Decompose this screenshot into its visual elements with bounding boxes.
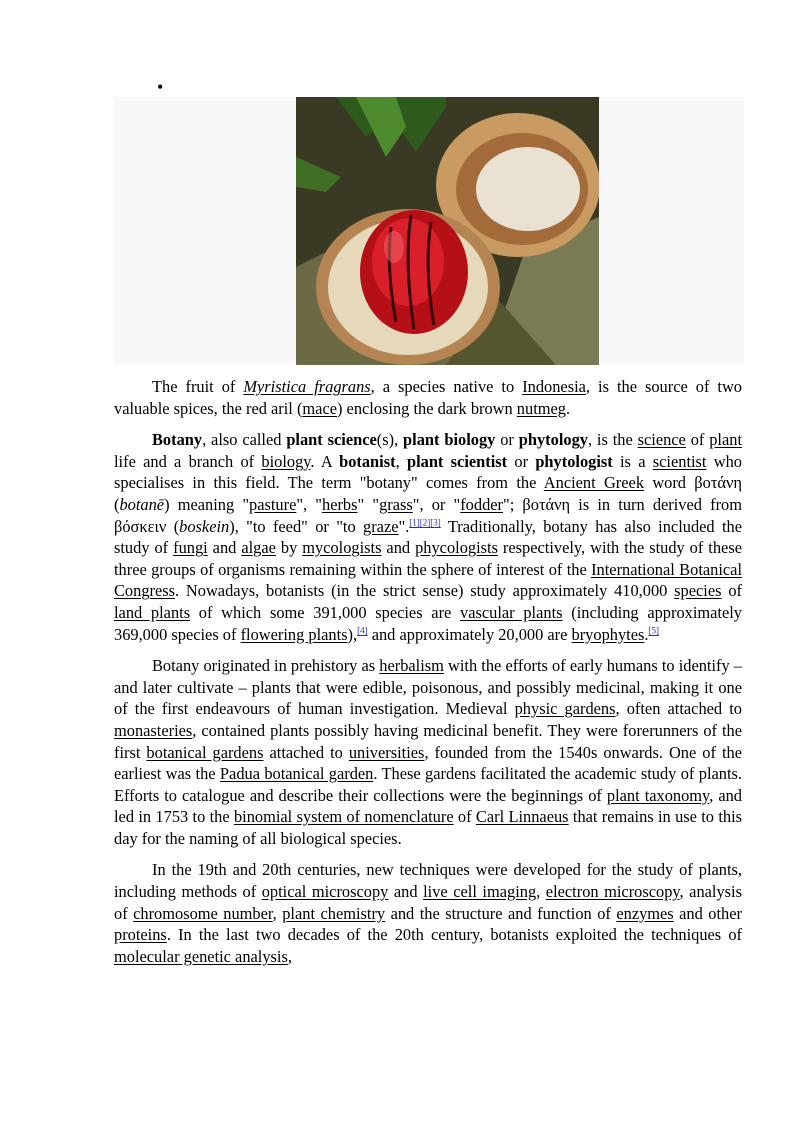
figure-caption <box>114 376 742 419</box>
bold-term: phytologist <box>535 451 613 471</box>
link-nutmeg[interactable]: nutmeg <box>516 398 566 418</box>
text: word βοτάνη ( <box>114 473 743 514</box>
article-body <box>114 376 742 977</box>
link-fodder[interactable]: fodder <box>460 494 503 514</box>
citation-link[interactable]: [2] <box>419 517 431 528</box>
link-electron-microscopy[interactable]: electron microscopy <box>545 882 680 902</box>
link-international-botanical-congress[interactable]: International Botanical Congress <box>114 559 742 601</box>
link-land-plants[interactable]: land plants <box>114 602 191 622</box>
citation-link[interactable]: [4] <box>357 625 368 636</box>
text: or <box>495 430 519 450</box>
link-optical-microscopy[interactable]: optical microscopy <box>261 882 389 902</box>
link-binomial-nomenclature[interactable]: binomial system of nomenclature <box>233 807 454 827</box>
nutmeg-fruit-photo <box>296 97 599 365</box>
link-pasture[interactable]: pasture <box>249 494 297 514</box>
link-monasteries[interactable]: monasteries <box>114 720 193 740</box>
link-botanical-gardens[interactable]: botanical gardens <box>146 742 264 762</box>
link-carl-linnaeus[interactable]: Carl Linnaeus <box>475 807 569 827</box>
link-enzymes[interactable]: enzymes <box>616 903 674 923</box>
text: who specialises in this field. The term "botany" comes from the <box>114 451 742 493</box>
text: ". <box>398 516 410 536</box>
caption-text: The fruit of <box>152 377 244 396</box>
text: . A <box>310 451 340 471</box>
citation-link[interactable]: [5] <box>648 625 659 636</box>
text: Traditionally, botany has also included the study of <box>114 516 742 558</box>
text: Botany originated in prehistory as <box>152 656 380 676</box>
link-ancient-greek[interactable]: Ancient Greek <box>543 473 645 493</box>
text: and <box>207 538 242 558</box>
bold-term: plant biology <box>403 430 496 450</box>
text: , is the <box>587 430 638 450</box>
link-herbs[interactable]: herbs <box>322 494 358 514</box>
link-live-cell-imaging[interactable]: live cell imaging <box>423 882 537 902</box>
text: ", or " <box>412 494 461 514</box>
link-mace[interactable]: mace <box>302 398 337 418</box>
link-herbalism[interactable]: herbalism <box>379 656 444 676</box>
link-vascular-plants[interactable]: vascular plants <box>460 602 563 622</box>
caption-text: , a species native to <box>370 377 523 396</box>
text: "; βοτάνη is in turn derived from βόσκειν ( <box>114 494 742 536</box>
text: ), <box>347 624 358 644</box>
link-indonesia[interactable]: Indonesia <box>522 377 586 396</box>
link-graze[interactable]: graze <box>363 516 399 536</box>
italic-term: botanē <box>119 494 165 514</box>
text: , founded from the 1540s onwards. One of the earliest was the <box>114 742 742 784</box>
paragraph-modern-techniques <box>114 859 742 967</box>
text: , <box>272 903 283 923</box>
citation-link[interactable]: [1] <box>409 517 420 528</box>
nutmeg-fruit-image <box>296 97 599 365</box>
text: by <box>275 538 303 558</box>
text: is a <box>612 451 653 471</box>
text: attached to <box>263 742 349 762</box>
text: and <box>388 882 424 902</box>
bold-term: phytology <box>518 430 588 450</box>
text: , <box>287 946 292 966</box>
citation-group <box>357 625 368 635</box>
link-text: Myristica fragrans <box>243 377 371 396</box>
link-physic-gardens[interactable]: physic gardens <box>514 699 616 719</box>
link-proteins[interactable]: proteins <box>114 925 167 945</box>
text: with the efforts of early humans to identify – and later cultivate – plants that were edible, poisonous, and possibly medicinal, making it one of the first endeavours of human investigation. Medieval <box>114 656 742 719</box>
caption-text: . <box>565 398 571 418</box>
link-bryophytes[interactable]: bryophytes <box>571 624 645 644</box>
text: and the structure and function of <box>385 903 617 923</box>
text: ), "to feed" or "to <box>229 516 364 536</box>
text: , often attached to <box>615 699 742 719</box>
text: . <box>644 624 649 644</box>
text: , and led in 1753 to the <box>114 785 742 827</box>
text: life and a branch of <box>114 451 262 471</box>
text: or <box>507 451 536 471</box>
link-plant-taxonomy[interactable]: plant taxonomy <box>606 785 710 805</box>
text: of <box>721 581 742 601</box>
text: that remains in use to this day for the naming of all biological species. <box>114 807 743 848</box>
paragraph-botany-definition <box>114 429 742 645</box>
link-scientist[interactable]: scientist <box>652 451 707 471</box>
text: , analysis of <box>114 882 742 923</box>
text: . These gardens facilitated the academic study of plants. Efforts to catalogue and describe their collections were the beginnings of <box>114 764 742 805</box>
paragraph-history <box>114 655 742 849</box>
link-molecular-genetic-analysis[interactable]: molecular genetic analysis <box>114 946 288 966</box>
italic-term: boskein <box>179 516 230 536</box>
link-phycologists[interactable]: phycologists <box>415 538 498 558</box>
link-myristica-fragrans[interactable] <box>243 377 370 396</box>
citation-link[interactable]: [3] <box>430 517 441 528</box>
bold-term: plant scientist <box>406 451 508 471</box>
text: . In the last two decades of the 20th century, botanists exploited the techniques of <box>166 925 742 945</box>
link-biology[interactable]: biology <box>261 451 311 471</box>
text: (including approximately 369,000 species of <box>114 602 742 644</box>
text: respectively, with the study of these three groups of organisms remaining within the sphere of interest of the <box>114 538 742 579</box>
text: and <box>381 538 416 558</box>
link-fungi[interactable]: fungi <box>173 538 208 558</box>
text: , <box>395 451 407 471</box>
bold-term: plant science <box>286 430 377 450</box>
link-padua-botanical-garden[interactable]: Padua botanical garden <box>219 764 374 784</box>
text: , <box>536 882 546 902</box>
link-chromosome-number[interactable]: chromosome number <box>133 903 273 923</box>
text: " " <box>357 494 380 514</box>
link-plant-chemistry[interactable]: plant chemistry <box>282 903 386 923</box>
link-flowering-plants[interactable]: flowering plants <box>240 624 348 644</box>
text: ", " <box>296 494 322 514</box>
link-universities[interactable]: universities <box>348 742 425 762</box>
text: and approximately 20,000 are <box>367 624 572 644</box>
text: , contained plants possibly having medicinal benefit. They were forerunners of the first <box>114 720 742 762</box>
link-mycologists[interactable]: mycologists <box>302 538 382 558</box>
text: In the 19th and 20th centuries, new techniques were developed for the study of plants, including methods of <box>114 860 742 902</box>
text: (s), <box>376 430 404 450</box>
link-plant[interactable]: plant <box>709 430 743 450</box>
text: . Nowadays, botanists (in the strict sense) study approximately 410,000 <box>175 581 675 601</box>
link-algae[interactable]: algae <box>241 538 276 558</box>
bold-term: Botany <box>152 430 203 450</box>
text: of <box>453 807 476 827</box>
caption-text: , is the source of two valuable spices, the red aril ( <box>114 377 743 418</box>
link-science[interactable]: science <box>637 430 686 450</box>
text: ) meaning " <box>164 494 250 514</box>
list-bullet: • <box>157 77 164 97</box>
citation-group <box>648 625 659 635</box>
link-grass[interactable]: grass <box>379 494 413 514</box>
caption-text: ) enclosing the dark brown <box>337 398 517 418</box>
text: of <box>685 430 710 450</box>
text: , also called <box>202 430 287 450</box>
text: and other <box>673 903 742 923</box>
citation-group <box>409 517 441 527</box>
text: of which some 391,000 species are <box>190 602 461 622</box>
link-species[interactable]: species <box>674 581 722 601</box>
bold-term: botanist <box>339 451 396 471</box>
